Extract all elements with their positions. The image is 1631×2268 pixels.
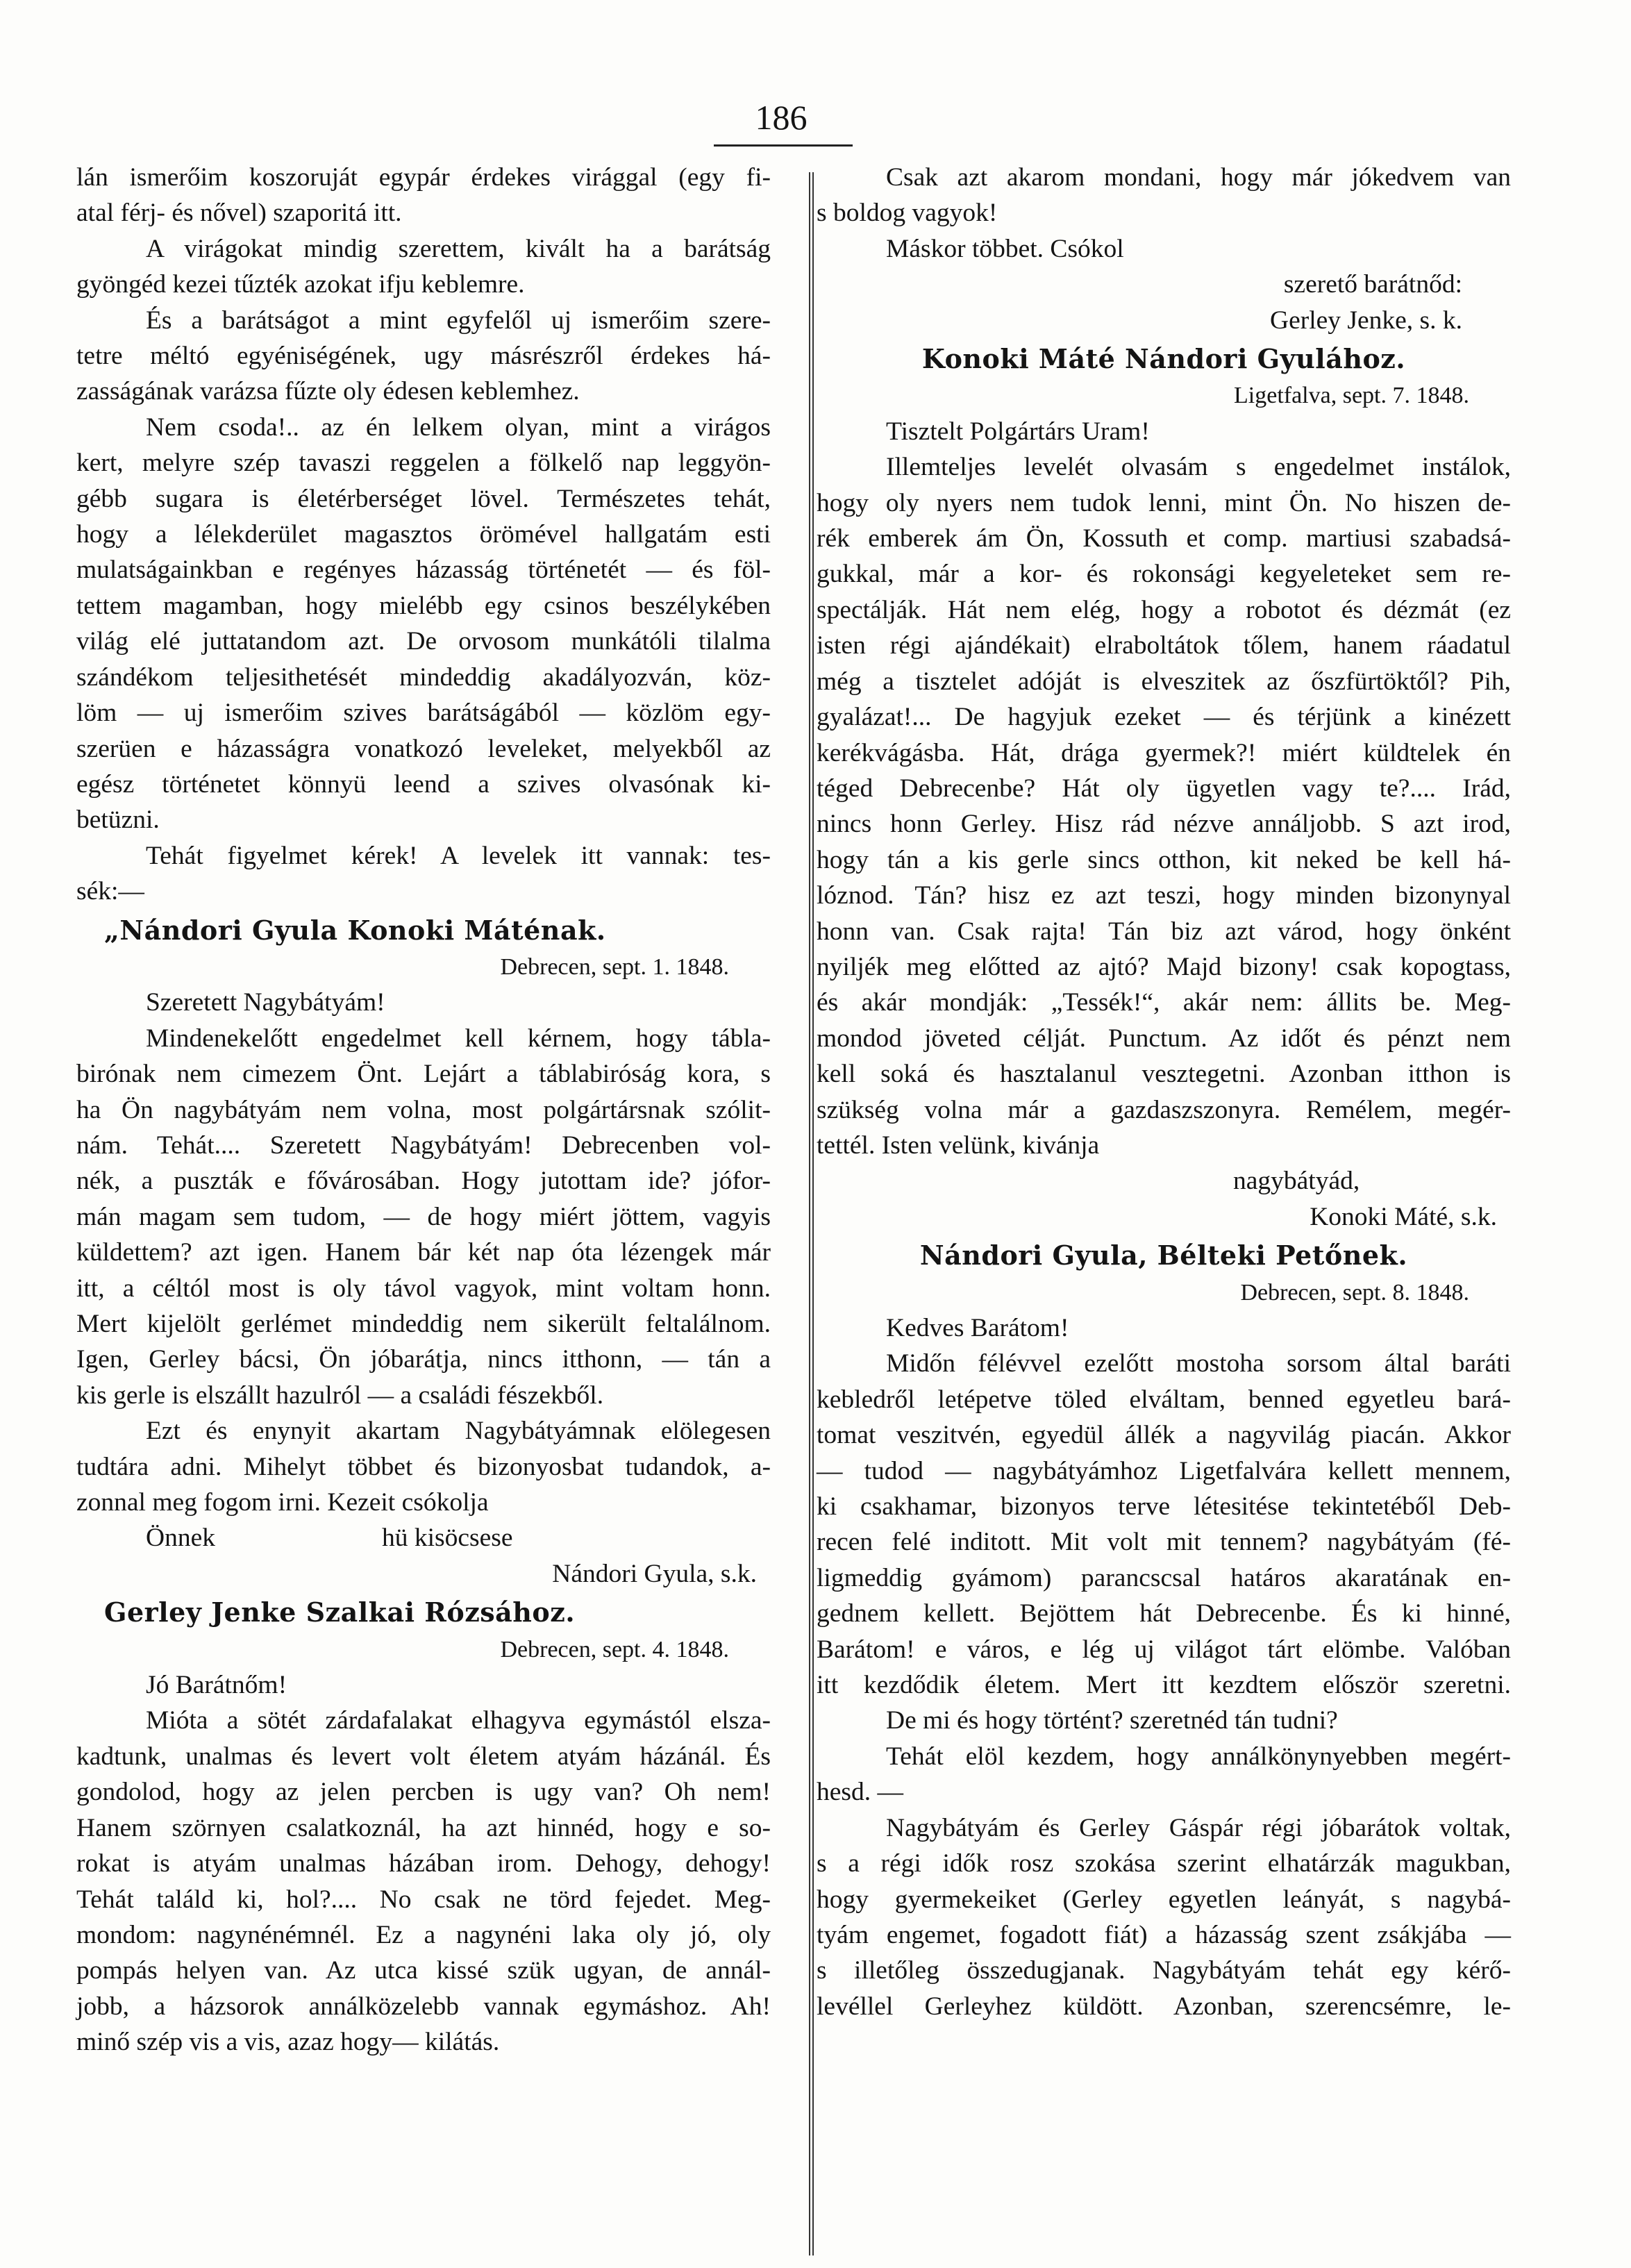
right-column xyxy=(817,160,1511,2024)
left-text-line: egész történetet könnyü leend a szives olvasónak ki- xyxy=(76,769,771,799)
left-text-line: tetre méltó egyéniségének, ugy másrészről érdekes há- xyxy=(76,342,771,371)
letter-heading: „Nándori Gyula Konoki Máténak. xyxy=(104,914,606,946)
left-text-line: Igen, Gerley bácsi, Ön jóbarátja, nincs itthonn, — tán a xyxy=(76,1345,771,1374)
left-text-line: mán magam sem tudom, — de hogy miért jöttem, vagyis xyxy=(76,1202,771,1231)
right-text-line: kell soká és hasztalanul vesztegetni. Azonban itthon is xyxy=(817,1060,1511,1089)
right-text-line: nincs honn Gerley. Hisz rád nézve annáljobb. S azt irod, xyxy=(817,810,1511,839)
right-text-line: gyalázat!... De hagyjuk ezeket — és térjünk a kinézett xyxy=(817,703,1511,732)
right-text-line: De mi és hogy történt? szeretnéd tán tudni? xyxy=(886,1706,1338,1735)
right-text-line: Midőn félévvel ezelőtt mostoha sorsom által baráti xyxy=(886,1349,1511,1378)
left-text-line: gyöngéd kezei tűzték azokat ifju keblemre. xyxy=(76,270,525,299)
left-text-line: És a barátságot a mint egyfelől uj ismerőim szere- xyxy=(146,306,771,335)
left-text-line: Ezt és enynyit akartam Nagybátyámnak elölegesen xyxy=(146,1417,771,1446)
right-text-line: nagybátyád, xyxy=(1233,1167,1360,1196)
right-text-line: honn van. Csak rajta! Tán biz azt várod, hogy önként xyxy=(817,917,1511,946)
left-text-line: nám. Tehát.... Szeretett Nagybátyám! Debrecenben vol- xyxy=(76,1131,771,1160)
left-text-line: nék, a puszták e fővárosában. Hogy jutottam ide? jófor- xyxy=(76,1167,771,1196)
right-text-line: kerékvágásba. Hát, drága gyermek?! miért küldtelek én xyxy=(817,738,1511,767)
left-text-line: szerüen e házasságra vonatkozó leveleket, melyekből az xyxy=(76,734,771,763)
left-text-line: atal férj- és nővel) szaporitá itt. xyxy=(76,199,402,228)
right-text-line: Nagybátyám és Gerley Gáspár régi jóbarátok voltak, xyxy=(886,1813,1511,1842)
right-text-line: szerető barátnőd: xyxy=(1283,270,1462,299)
right-text-line: szükség volna már a gazdaszszonyra. Remélem, megér- xyxy=(817,1095,1511,1124)
left-text-line: hogy a lélekderület magasztos örömével hallgatám esti xyxy=(76,520,771,549)
right-text-line: hesd. — xyxy=(817,1778,903,1807)
letter-dateline: Debrecen, sept. 4. 1848. xyxy=(500,1636,729,1662)
left-text-line: kert, melyre szép tavaszi reggelen a fölkelő nap leggyön- xyxy=(76,449,771,478)
right-text-line: kebledről letépetve töled elváltam, benned egyetleu bará- xyxy=(817,1385,1511,1414)
left-text-line: ha Ön nagybátyám nem volna, most polgártársnak szólit- xyxy=(76,1095,771,1124)
right-text-line: hogy tán a kis gerle sincs otthon, kit neked be kell há- xyxy=(817,845,1511,874)
left-text-line: mondom: nagynénémnél. Ez a nagynéni laka oly jó, oly xyxy=(76,1920,771,1949)
right-text-line: még a tisztelet adóját is elveszitek az őszfürtöktől? Pih, xyxy=(817,667,1511,696)
right-text-line: Konoki Máté, s.k. xyxy=(1310,1202,1497,1231)
right-text-line: gednem kellett. Bejöttem hát Debrecenbe. És ki hinné, xyxy=(817,1599,1511,1628)
right-text-line: s illetőleg összedugjanak. Nagybátyám tehát egy kérő- xyxy=(817,1956,1511,1985)
left-column xyxy=(76,160,771,2060)
left-text-line: gondolod, hogy az jelen percben is ugy van? Oh nem! xyxy=(76,1778,771,1807)
left-text-line: betüzni. xyxy=(76,806,160,835)
right-text-line: nyiljék meg előtted az ajtó? Majd bizony! csak kopogtass, xyxy=(817,952,1511,981)
right-text-line: Kedves Barátom! xyxy=(886,1314,1069,1342)
left-text-line: minő szép vis a vis, azaz hogy— kilátás. xyxy=(76,2028,500,2057)
left-text-line: gébb sugara is életérberséget lövel. Természetes tehát, xyxy=(76,484,771,513)
left-text-line: lán ismerőim koszoruját egypár érdekes virággal (egy fi- xyxy=(76,163,771,192)
left-text-line: tettem magamban, hogy mielébb egy csinos beszélykében xyxy=(76,591,771,620)
left-text-line: Mert kijelölt gerlémet mindeddig nem sikerült feltalálnom. xyxy=(76,1310,771,1338)
left-text-line: kadtunk, unalmas és levert volt életem atyám házánál. És xyxy=(76,1742,771,1771)
closing-signature-line: hü kisöcsese xyxy=(381,1524,513,1553)
left-text-line: birónak nem cimezem Önt. Lejárt a táblabiróság kora, s xyxy=(76,1060,771,1089)
right-text-line: gukkal, már a kor- és rokonsági kegyeleteket sem re- xyxy=(817,560,1511,589)
right-text-line: Barátom! e város, e lég uj világot tárt elömbe. Valóban xyxy=(817,1635,1511,1664)
left-text-line: kis gerle is elszállt hazulról — a családi fészekből. xyxy=(76,1381,604,1410)
letter-dateline: Debrecen, sept. 1. 1848. xyxy=(500,953,729,980)
left-text-line: Hanem szörnyen csalatkoznál, ha azt hinnéd, hogy e so- xyxy=(76,1813,771,1842)
right-text-line: s a régi idők rosz szokása szerint elhatárzák magukban, xyxy=(817,1849,1511,1878)
left-text-line: Jó Barátnőm! xyxy=(146,1671,287,1700)
right-text-line: — tudod — nagybátyámhoz Ligetfalvára kellett mennem, xyxy=(817,1456,1511,1485)
right-text-line: levéllel Gerleyhez küldött. Azonban, szerencsémre, le- xyxy=(817,1992,1511,2021)
left-text-line: Tehát találd ki, hol?.... No csak ne törd fejedet. Meg- xyxy=(76,1885,771,1914)
right-text-line: tyám engemet, fogadott fiát) a házasság szent zsákjába — xyxy=(817,1920,1511,1949)
page-number-rule xyxy=(714,144,853,147)
page-number: 186 xyxy=(755,98,808,137)
right-text-line: s boldog vagyok! xyxy=(817,199,998,228)
left-text-line: világ elé juttatandom azt. De orvosom munkátóli tilalma xyxy=(76,627,771,656)
right-text-line: téged Debrecenbe? Hát oly ügyetlen vagy te?.... Irád, xyxy=(817,774,1511,803)
left-text-line: rokat is atyám unalmas házában irom. Dehogy, dehogy! xyxy=(76,1849,771,1878)
letter-dateline: Ligetfalva, sept. 7. 1848. xyxy=(1234,383,1469,409)
left-text-line: tudtára adni. Mihelyt többet és bizonyosbat tudandok, a- xyxy=(76,1452,771,1481)
left-text-line: küldettem? azt igen. Hanem bár két nap óta lézengek már xyxy=(76,1238,771,1267)
letter-heading: Nándori Gyula, Bélteki Petőnek. xyxy=(919,1240,1408,1271)
right-text-line: Illemteljes levelét olvasám s engedelmet instálok, xyxy=(886,453,1511,482)
closing-word: Önnek xyxy=(146,1524,215,1553)
left-text-line: A virágokat mindig szerettem, kivált ha a barátság xyxy=(146,234,771,263)
right-text-line: tomat veszitvén, egyedül állék a nagyvilág piacán. Akkor xyxy=(817,1421,1511,1450)
right-text-line: spectálják. Hát nem elég, hogy a robotot és dézmát (ez xyxy=(817,595,1511,624)
left-text-line: Nem csoda!.. az én lelkem olyan, mint a virágos xyxy=(146,412,771,442)
right-text-line: Tehát elöl kezdem, hogy annálkönynyebben megért- xyxy=(886,1742,1511,1771)
right-text-line: Tisztelt Polgártárs Uram! xyxy=(886,417,1150,446)
right-text-line: hogy gyermekeiket (Gerley egyetlen leányát, s nagybá- xyxy=(817,1885,1511,1914)
right-text-line: itt kezdődik életem. Mert itt kezdtem először szeretni. xyxy=(817,1671,1511,1700)
right-text-line: isten régi ajándékait) elraboltátok tőlem, hanem ráadatul xyxy=(817,631,1511,660)
right-text-line: ki csakhamar, bizonyos terve létesitése tekintetéből Deb- xyxy=(817,1492,1511,1521)
right-text-line: hogy oly nyers nem tudok lenni, mint Ön. No hiszen de- xyxy=(817,488,1511,517)
right-text-line: mondod jöveted célját. Punctum. Az időt és pénzt nem xyxy=(817,1024,1511,1053)
right-text-line: és akár mondják: „Tessék!“, akár nem: állits be. Meg- xyxy=(817,988,1511,1017)
right-text-line: tettél. Isten velünk, kivánja xyxy=(817,1131,1100,1160)
letter-dateline: Debrecen, sept. 8. 1848. xyxy=(1240,1279,1469,1306)
left-text-line: zonnal meg fogom irni. Kezeit csókolja xyxy=(76,1488,489,1517)
right-text-line: Máskor többet. Csókol xyxy=(886,234,1124,263)
column-divider xyxy=(809,172,814,2256)
right-text-line: recen felé inditott. Mit volt mit tennem? nagybátyám (fé- xyxy=(817,1528,1511,1557)
left-text-line: jobb, a házsorok annálközelebb vannak egymáshoz. Ah! xyxy=(76,1992,771,2021)
left-text-line: Nándori Gyula, s.k. xyxy=(552,1559,757,1588)
left-text-line: Tehát figyelmet kérek! A levelek itt vannak: tes- xyxy=(146,841,771,870)
right-text-line: ligmeddig gyámom) parancscsal határos akaratának en- xyxy=(817,1563,1511,1592)
letter-heading: Konoki Máté Nándori Gyulához. xyxy=(921,343,1406,375)
left-text-line: Szeretett Nagybátyám! xyxy=(146,988,385,1017)
letter-heading: Gerley Jenke Szalkai Rózsához. xyxy=(104,1596,576,1628)
right-text-line: Gerley Jenke, s. k. xyxy=(1269,306,1462,335)
left-text-line: pompás helyen van. Az utca kissé szük ugyan, de annál- xyxy=(76,1956,771,1985)
left-text-line: Mindenekelőtt engedelmet kell kérnem, hogy tábla- xyxy=(146,1024,771,1053)
left-text-line: Mióta a sötét zárdafalakat elhagyva egymástól elsza- xyxy=(146,1706,771,1735)
left-text-line: mulatságainkban e regényes házasság történetét — és föl- xyxy=(76,556,771,585)
left-text-line: sék:— xyxy=(76,877,144,906)
left-text-line: zasságának varázsa fűzte oly édesen keblemhez. xyxy=(76,377,580,406)
right-text-line: lóznod. Tán? hisz ez azt teszi, hogy minden bizonynyal xyxy=(817,881,1511,910)
right-text-line: rék emberek ám Ön, Kossuth et comp. martiusi szabadsá- xyxy=(817,524,1511,553)
left-text-line: itt, a céltól most is oly távol vagyok, mint voltam honn. xyxy=(76,1274,771,1303)
left-text-line: löm — uj ismerőim szives barátságából — közlöm egy- xyxy=(76,699,771,728)
left-text-line xyxy=(76,1520,771,1556)
left-text-line: szándékom teljesithetését mindeddig akadályozván, köz- xyxy=(76,662,771,692)
right-text-line: Csak azt akarom mondani, hogy már jókedvem van xyxy=(886,163,1511,192)
